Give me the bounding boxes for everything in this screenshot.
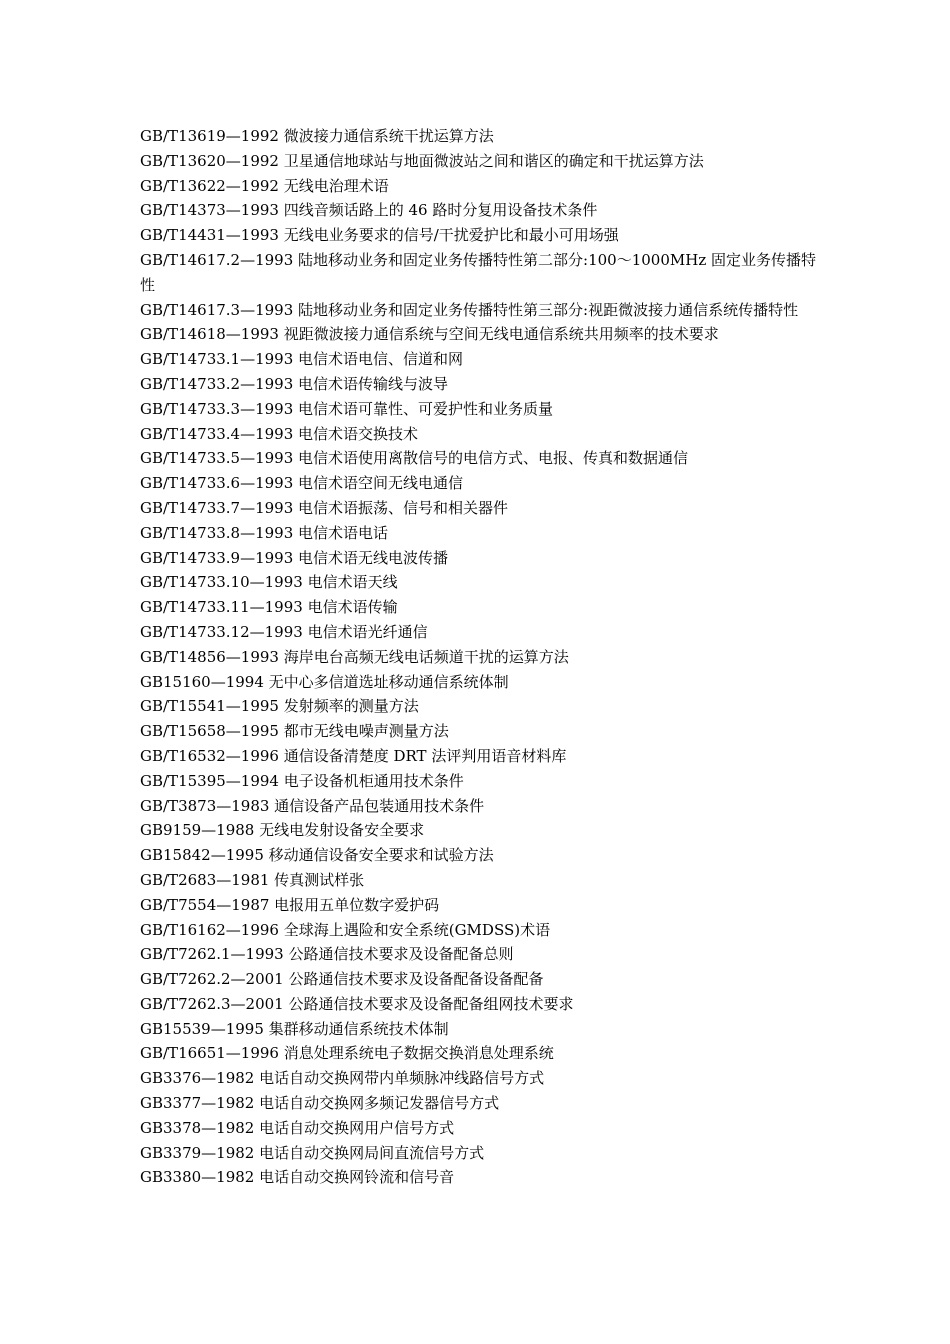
list-item: GB/T14733.9—1993 电信术语无线电波传播 bbox=[140, 548, 449, 567]
list-item: GB/T14733.12—1993 电信术语光纤通信 bbox=[140, 622, 428, 641]
list-item: GB/T3873—1983 通信设备产品包装通用技术条件 bbox=[140, 796, 485, 815]
list-item: GB15842—1995 移动通信设备安全要求和试验方法 bbox=[140, 846, 494, 865]
list-item: GB/T16651—1996 消息处理系统电子数据交换消息处理系统 bbox=[140, 1044, 554, 1063]
list-item: GB/T14618—1993 视距微波接力通信系统与空间无线电通信系统共用频率的技术要求 bbox=[140, 325, 719, 344]
list-item: GB3378—1982 电话自动交换网用户信号方式 bbox=[140, 1118, 455, 1137]
list-item: GB/T7554—1987 电报用五单位数字爱护码 bbox=[140, 895, 440, 914]
list-item: GB/T13622—1992 无线电治理术语 bbox=[140, 176, 389, 195]
list-item: GB/T14733.10—1993 电信术语天线 bbox=[140, 573, 398, 592]
list-item: GB15539—1995 集群移动通信系统技术体制 bbox=[140, 1019, 449, 1038]
list-item: GB/T14733.1—1993 电信术语电信、信道和网 bbox=[140, 350, 464, 369]
list-item: GB/T14617.3—1993 陆地移动业务和固定业务传播特性第三部分:视距微波接力通信系统传播特性 bbox=[140, 300, 799, 319]
list-item: GB/T16532—1996 通信设备清楚度 DRT 法评判用语音材料库 bbox=[140, 746, 567, 765]
list-item: GB/T14373—1993 四线音频话路上的 46 路时分复用设备技术条件 bbox=[140, 201, 598, 220]
list-item: GB/T16162—1996 全球海上遇险和安全系统(GMDSS)术语 bbox=[140, 920, 551, 939]
list-item: GB/T7262.2—2001 公路通信技术要求及设备配备设备配备 bbox=[140, 970, 544, 989]
list-item: GB/T13620—1992 卫星通信地球站与地面微波站之间和谐区的确定和干扰运算方法 bbox=[140, 151, 704, 170]
list-item: GB/T15658—1995 都市无线电噪声测量方法 bbox=[140, 722, 449, 741]
list-item: GB/T14733.7—1993 电信术语振荡、信号和相关器件 bbox=[140, 498, 509, 517]
list-item: GB15160—1994 无中心多信道选址移动通信系统体制 bbox=[140, 672, 509, 691]
list-item: GB/T7262.1—1993 公路通信技术要求及设备配备总则 bbox=[140, 945, 514, 964]
list-item: GB/T2683—1981 传真测试样张 bbox=[140, 870, 365, 889]
list-item: GB/T14431—1993 无线电业务要求的信号/干扰爱护比和最小可用场强 bbox=[140, 226, 619, 245]
list-item: GB/T14733.3—1993 电信术语可靠性、可爱护性和业务质量 bbox=[140, 399, 554, 418]
list-item: GB/T14733.5—1993 电信术语使用离散信号的电信方式、电报、传真和数据通信 bbox=[140, 449, 689, 468]
list-item: GB/T14733.4—1993 电信术语交换技术 bbox=[140, 424, 419, 443]
list-item: GB/T14733.2—1993 电信术语传输线与波导 bbox=[140, 374, 449, 393]
list-item: GB/T7262.3—2001 公路通信技术要求及设备配备组网技术要求 bbox=[140, 994, 574, 1013]
list-item: GB/T15395—1994 电子设备机柜通用技术条件 bbox=[140, 771, 464, 790]
list-item: GB9159—1988 无线电发射设备安全要求 bbox=[140, 821, 425, 840]
list-item: GB/T14617.2—1993 陆地移动业务和固定业务传播特性第二部分:100～1000MHz 固定业务传播特性 bbox=[140, 250, 817, 294]
standards-list bbox=[140, 124, 820, 1190]
list-item: GB/T13619—1992 微波接力通信系统干扰运算方法 bbox=[140, 127, 494, 145]
list-item: GB/T14733.8—1993 电信术语电话 bbox=[140, 523, 389, 542]
list-item: GB3380—1982 电话自动交换网铃流和信号音 bbox=[140, 1168, 455, 1187]
list-item: GB3377—1982 电话自动交换网多频记发器信号方式 bbox=[140, 1094, 500, 1113]
list-item: GB/T14733.11—1993 电信术语传输 bbox=[140, 598, 398, 617]
list-item: GB/T14856—1993 海岸电台高频无线电话频道干扰的运算方法 bbox=[140, 647, 569, 666]
list-item: GB3379—1982 电话自动交换网局间直流信号方式 bbox=[140, 1143, 485, 1162]
list-item: GB/T15541—1995 发射频率的测量方法 bbox=[140, 697, 419, 716]
list-item: GB/T14733.6—1993 电信术语空间无线电通信 bbox=[140, 474, 464, 493]
list-item: GB3376—1982 电话自动交换网带内单频脉冲线路信号方式 bbox=[140, 1069, 545, 1088]
